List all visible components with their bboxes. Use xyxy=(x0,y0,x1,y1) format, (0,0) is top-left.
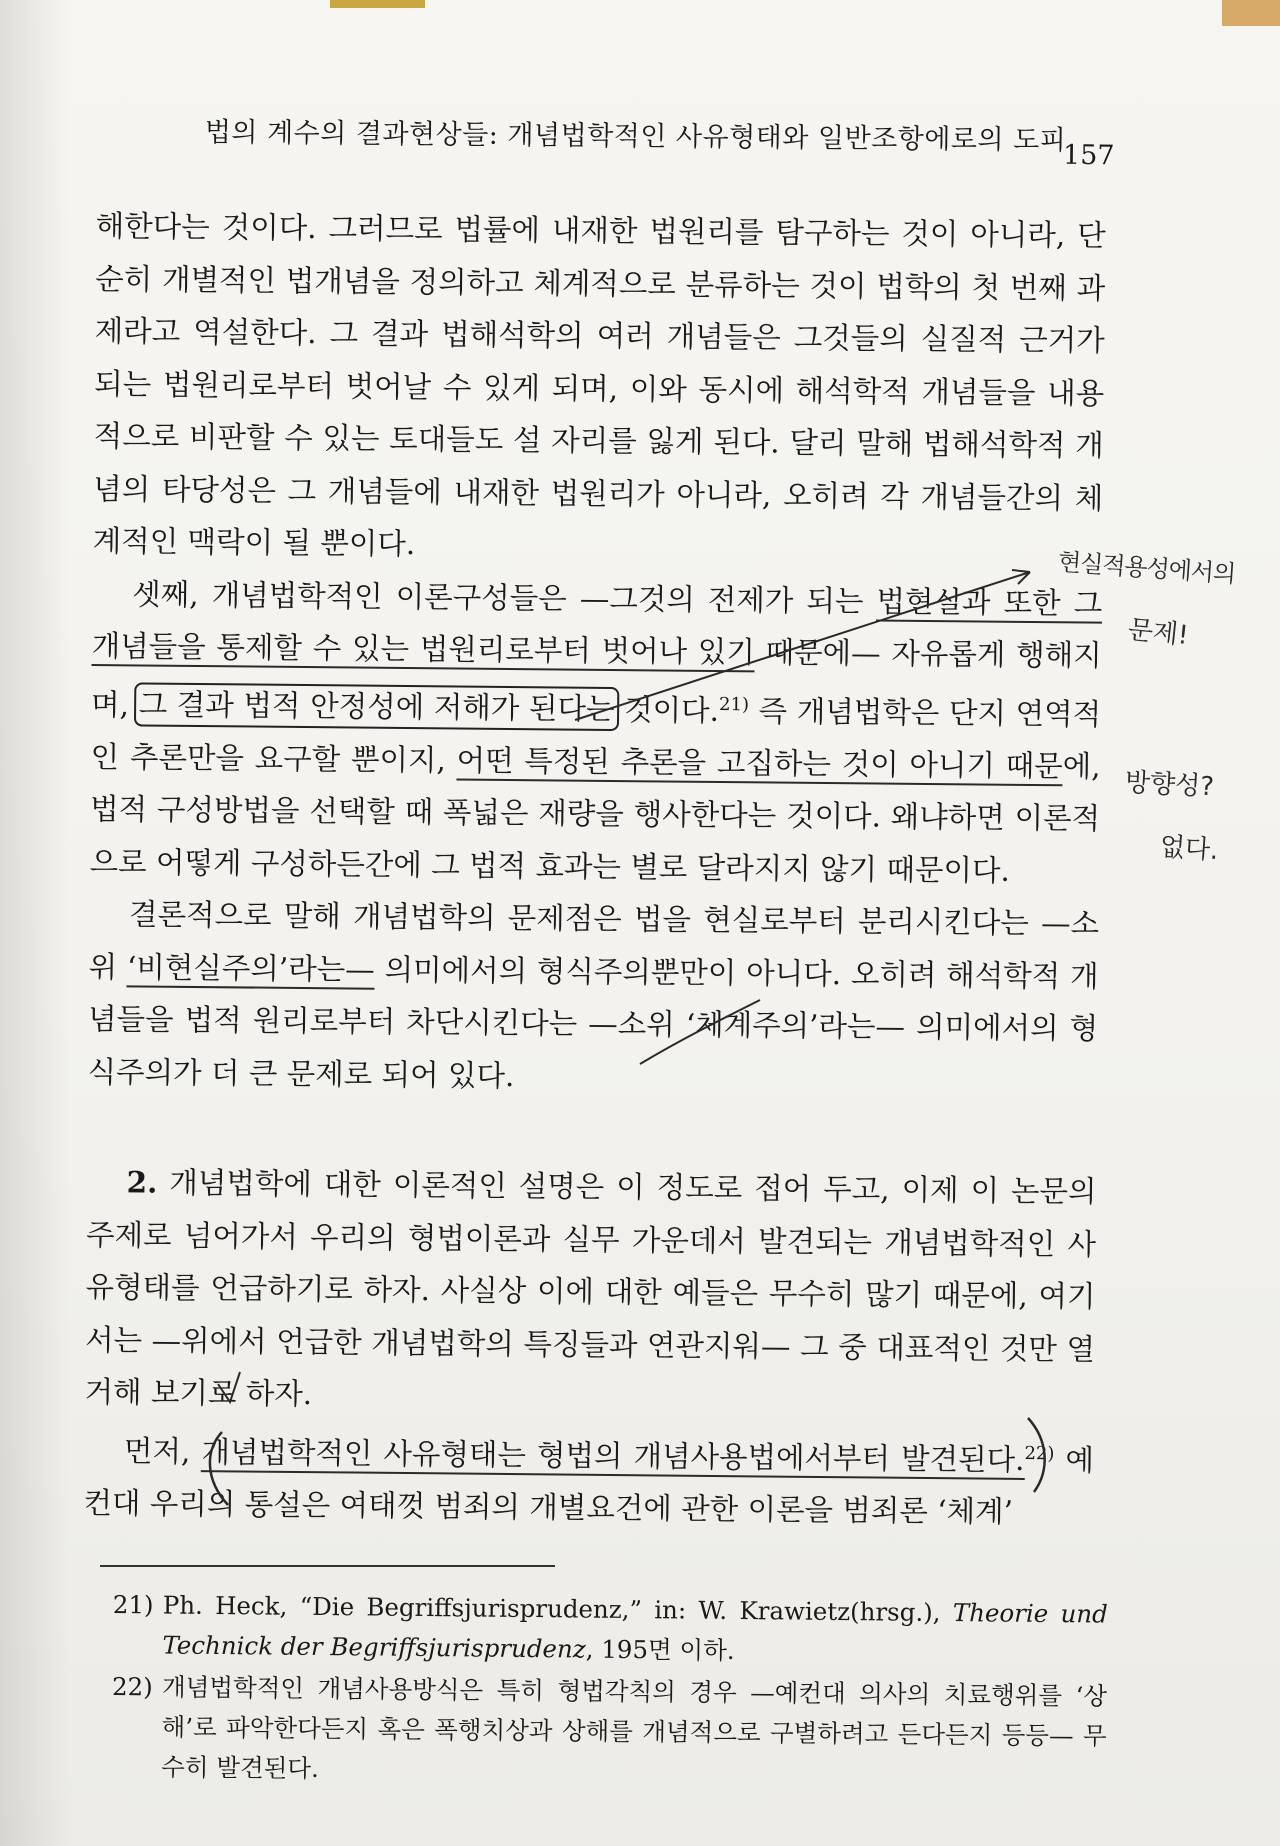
text-span: 것이다. xyxy=(614,692,720,728)
text-span: 셋째, 개념법학적인 이론구성들은 —그것의 전제가 되는 xyxy=(132,576,877,619)
footnote-number: 22) xyxy=(111,1671,153,1702)
handwritten-note-2: 문제! xyxy=(1126,614,1190,652)
page-number: 157 xyxy=(1062,139,1115,172)
boxed-phrase: 그 결과 법적 안정성에 저해가 된다는 xyxy=(138,687,615,727)
handwritten-note-1: 현실적용성에서의 xyxy=(1057,547,1237,589)
bracket-mark xyxy=(1028,1418,1045,1492)
handwritten-note-3: 방향성? xyxy=(1124,767,1215,803)
text-span: 때문에— 자유롭게 행해지며, xyxy=(90,635,1102,722)
section-number: 2. xyxy=(126,1164,158,1200)
strike-line xyxy=(640,1000,760,1064)
footnote-ref-21[interactable]: 21) xyxy=(718,693,750,715)
text-span: 예컨대 우리의 통설은 여태껏 범죄의 개별요건에 관한 이론을 범죄론 ‘체계’ xyxy=(83,1442,1095,1530)
underlined-phrase: ‘비현실주의’라는— xyxy=(127,950,375,989)
text-span: 해한다는 것이다. 그러므로 법률에 내재한 법원리를 탐구하는 것이 아니라, 단순히 개별적인 법개념을 정의하고 체계적으로 분류하는 것이 법학의 첫 번째 과제라고 역설한다. 그 결과 법해석학의 여러 개념들은 그것들의 실질적 근거가 되는 법원리로부터 벗어날 수 있게 되며, 이와 동시에 해석학적 개념들을 내용적으로 비판할 수 있는 토대들도 설 자리를 잃게 된다. 달리 말해 법해석학적 개념의 타당성은 그 개념들에 내재한 법원리가 아니라, 오히려 각 개념들간의 체계적인 맥락이 될 뿐이다. xyxy=(92,208,1106,562)
annotation-arrow xyxy=(575,572,1030,720)
text-span: Ph. Heck, “Die Begriffsjurisprudenz,” in: W. Krawietz(hrsg.), xyxy=(162,1590,953,1628)
handwritten-note-4: 없다. xyxy=(1158,831,1220,866)
text-span: , 195면 이하. xyxy=(585,1634,735,1665)
text-span: 개념법학에 대한 이론적인 설명은 이 정도로 접어 두고, 이제 이 논문의 주제로 넘어가서 우리의 형법이론과 실무 가운데서 발견되는 개념법학적인 사유형태를 언급하기로 하자. 사실상 이에 대한 예들은 무수히 많기 때문에, 여기서는 —위에서 언급한 개념법학의 특징들과 연관지워— 그 중 대표적인 것만 열거해 보기로 하자. xyxy=(84,1165,1097,1412)
text-span: 개념법학적인 개념사용방식은 특히 형법각칙의 경우 —예컨대 의사의 치료행위를 ‘상해’로 파악한다든지 혹은 폭행치상과 상해를 개념적으로 구별하려고 든다든지 등등— 무수히 발견된다. xyxy=(161,1672,1108,1783)
footnote-ref-22[interactable]: 22) xyxy=(1024,1442,1055,1465)
underlined-phrase: 개념법학적인 사유형태는 형법의 개념사용법에서부터 발견된다. xyxy=(201,1435,1024,1480)
text-span: 즉 개념법학은 단지 연역적인 추론만을 요구할 뿐이지, xyxy=(90,693,1102,778)
bracket-mark xyxy=(210,1432,228,1505)
check-mark xyxy=(218,1372,240,1402)
book-title: Theorie und Technick der Begriffsjurisprudenz xyxy=(162,1598,1108,1664)
text-span: 먼저, xyxy=(123,1433,202,1469)
underlined-phrase: 어떤 특정된 추론을 고집하는 것이 아니기 때문 xyxy=(456,743,1062,786)
underlined-phrase: 법현실과 또한 그 개념들을 통제할 수 있는 법원리로부터 벗어나 있기 xyxy=(92,584,1103,672)
running-header: 법의 계수의 결과현상들: 개념법학적인 사유형태와 일반조항에로의 도피 xyxy=(204,116,1067,157)
footnote-number: 21) xyxy=(112,1589,154,1620)
text-span: 에, 법적 구성방법을 선택할 때 폭넓은 재량을 행사한다는 것이다. 왜냐하면 이론적으로 어떻게 구성하든간에 그 법적 효과는 별로 달라지지 않기 때문이다. xyxy=(89,749,1101,888)
text-span: 결론적으로 말해 개념법학의 문제점은 법을 현실로부터 분리시킨다는 —소위 xyxy=(88,897,1100,985)
text-span: 의미에서의 형식주의뿐만이 아니다. 오히려 해석학적 개념들을 법적 원리로부터 차단시킨다는 —소위 ‘체계주의’라는— 의미에서의 형식주의가 더 큰 문제로 되어 있다. xyxy=(87,952,1099,1093)
